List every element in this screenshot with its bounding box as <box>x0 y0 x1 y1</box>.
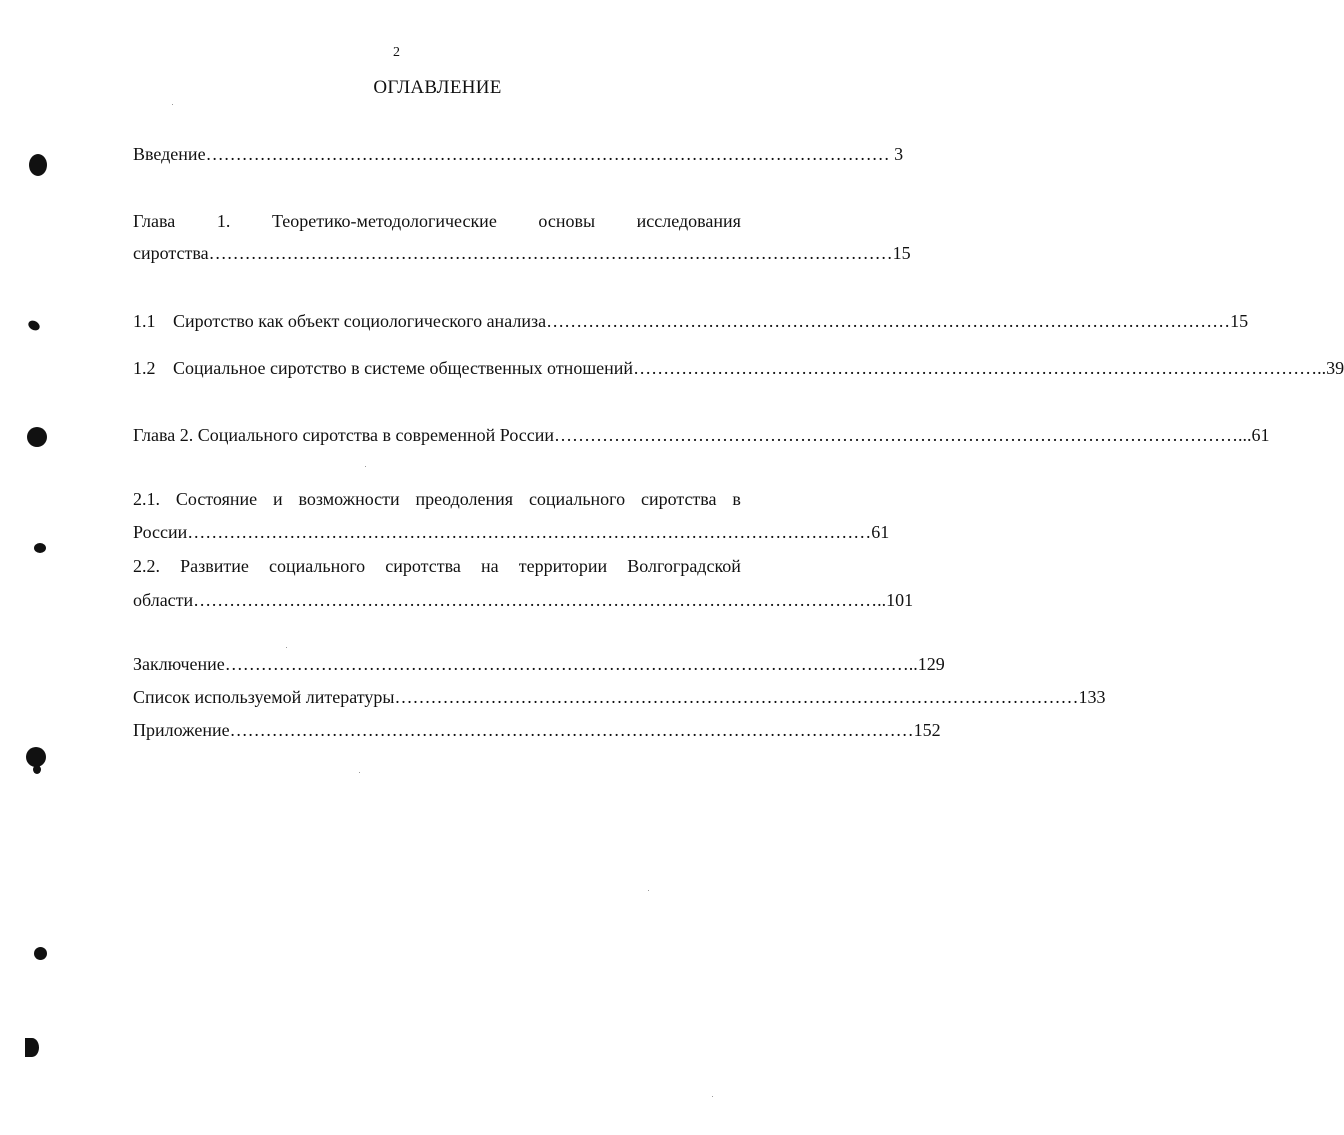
scan-speck <box>648 890 649 891</box>
toc-entry-bibliography[interactable] <box>133 685 1106 709</box>
toc-entry-section-2-1-line2[interactable] <box>133 520 890 544</box>
toc-word: 2.1. <box>133 489 160 509</box>
toc-entry-introduction[interactable] <box>133 142 904 166</box>
toc-word: Развитие <box>180 556 249 576</box>
toc-entry-page: 15 <box>892 243 911 263</box>
toc-word: основы <box>538 211 596 231</box>
punch-hole <box>25 1038 39 1057</box>
toc-word: территории <box>518 556 608 576</box>
punch-hole <box>33 765 41 774</box>
toc-entry-label: 1.1 Сиротство как объект социологического анализа <box>133 311 547 331</box>
toc-leader-dots: …………………………………………………………………………………………………… <box>193 590 878 610</box>
toc-word: Глава <box>133 211 176 231</box>
punch-hole <box>34 543 46 553</box>
toc-entry-page: ...61 <box>1238 425 1270 445</box>
toc-entry-page: 3 <box>894 144 904 164</box>
toc-leader-dots: …………………………………………………………………………………………………… <box>554 425 1239 445</box>
toc-section-number: 1.2 <box>133 358 156 378</box>
toc-entry-label: сиротства <box>133 243 209 263</box>
toc-entry-appendix[interactable] <box>133 718 941 742</box>
toc-leader-dots: …………………………………………………………………………………………………… <box>208 243 893 263</box>
toc-entry-label: области <box>133 590 194 610</box>
punch-hole <box>29 154 47 176</box>
toc-entry-page: ..39 <box>1317 358 1344 378</box>
toc-entry-chapter-1-line2[interactable] <box>133 241 911 265</box>
punch-hole <box>26 747 46 767</box>
toc-word: возможности <box>298 489 400 509</box>
toc-leader-dots: …………………………………………………………………………………………………… <box>546 311 1231 331</box>
punch-hole <box>27 427 47 447</box>
page-title: ОГЛАВЛЕНИЕ <box>373 77 502 98</box>
toc-word: в <box>732 489 741 509</box>
toc-entry-section-2-2-line2[interactable] <box>133 588 914 612</box>
toc-word: социального <box>268 556 366 576</box>
toc-leader-dots: …………………………………………………………………………………………………… <box>394 687 1079 707</box>
page-number: 2 <box>393 45 400 60</box>
toc-entry-section-2-2-line1[interactable] <box>133 554 741 578</box>
toc-word: 2.2. <box>133 556 160 576</box>
scan-speck <box>712 1096 713 1097</box>
toc-entry-page: 15 <box>1230 311 1249 331</box>
toc-entry-page: 133 <box>1078 687 1106 707</box>
toc-entry-page: ..129 <box>908 654 945 674</box>
scan-speck <box>286 647 287 648</box>
toc-leader-dots: …………………………………………………………………………………………………… <box>205 144 890 164</box>
toc-word: преодоления <box>415 489 514 509</box>
toc-entry-section-1-2[interactable] <box>133 356 1344 380</box>
toc-leader-dots: …………………………………………………………………………………………………… <box>633 358 1318 378</box>
toc-entry-conclusion[interactable] <box>133 652 945 676</box>
toc-word: и <box>272 489 283 509</box>
toc-entry-chapter-1-line1[interactable] <box>133 209 741 233</box>
toc-section-number: 1.1 <box>133 311 156 331</box>
toc-leader-dots: …………………………………………………………………………………………………… <box>224 654 909 674</box>
toc-word: сиротства <box>640 489 717 509</box>
toc-entry-label: Глава 2. Социального сиротства в современной России <box>133 425 555 445</box>
toc-entry-label: Приложение <box>133 720 230 740</box>
punch-hole <box>27 319 42 333</box>
scan-speck <box>172 104 173 105</box>
toc-word: на <box>480 556 499 576</box>
toc-leader-dots: …………………………………………………………………………………………………… <box>229 720 914 740</box>
toc-entry-label: Заключение <box>133 654 225 674</box>
toc-entry-page: 152 <box>913 720 941 740</box>
toc-entry-section-2-1-line1[interactable] <box>133 487 741 511</box>
toc-entry-label: Введение <box>133 144 206 164</box>
toc-word: социального <box>528 489 626 509</box>
toc-word: Состояние <box>175 489 258 509</box>
toc-entry-page: 61 <box>871 522 890 542</box>
toc-word: Теоретико-методологические <box>271 211 497 231</box>
toc-entry-label: России <box>133 522 188 542</box>
toc-word: Волгоградской <box>627 556 741 576</box>
toc-leader-dots: …………………………………………………………………………………………………… <box>187 522 872 542</box>
scan-speck <box>359 772 360 773</box>
toc-entry-label: Список используемой литературы <box>133 687 395 707</box>
toc-entry-chapter-2[interactable] <box>133 423 1270 447</box>
toc-word: 1. <box>216 211 231 231</box>
toc-entry-page: ..101 <box>877 590 914 610</box>
toc-entry-section-1-1[interactable] <box>133 309 1249 333</box>
punch-hole <box>34 947 47 960</box>
toc-entry-label: 1.2 Социальное сиротство в системе общественных отношений <box>133 358 634 378</box>
toc-word: сиротства <box>385 556 461 576</box>
toc-word: исследования <box>636 211 741 231</box>
scan-speck <box>365 466 366 467</box>
